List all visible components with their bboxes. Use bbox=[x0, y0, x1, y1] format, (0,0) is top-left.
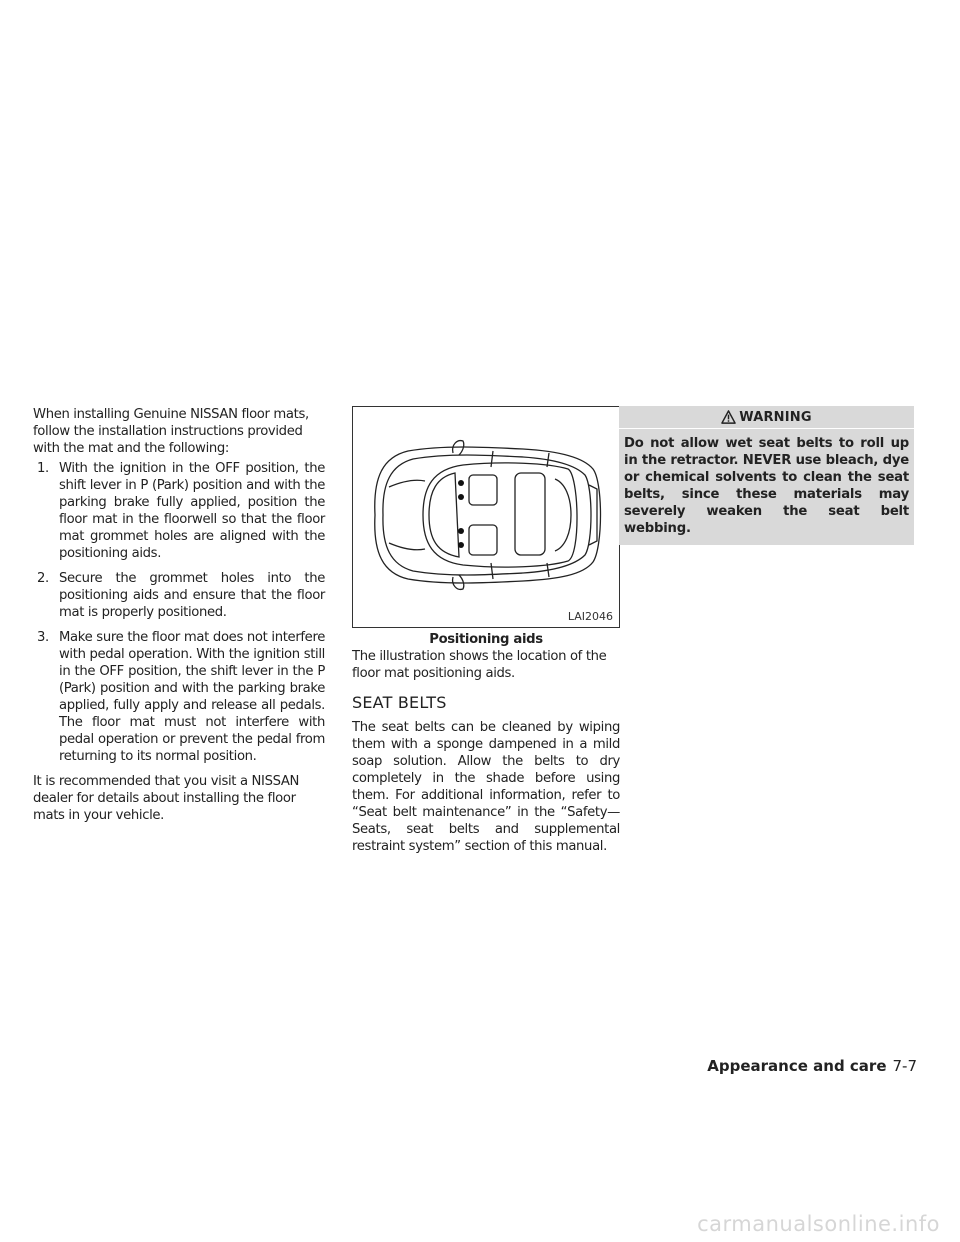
page-number: 7-7 bbox=[892, 1057, 917, 1075]
list-item bbox=[33, 570, 325, 621]
car-top-view-icon bbox=[353, 407, 619, 627]
step-number: 3. bbox=[37, 630, 49, 645]
warning-header bbox=[619, 406, 914, 429]
list-item bbox=[33, 460, 325, 562]
watermark: carmanualsonline.info bbox=[697, 1212, 940, 1236]
warning-title: WARNING bbox=[739, 409, 812, 425]
intro-paragraph: When installing Genuine NISSAN floor mats, follow the installation instructions provided with the mat and the following: bbox=[33, 407, 309, 456]
step-text: With the ignition in the OFF position, the shift lever in P (Park) position and with the parking brake fully applied, position the floor mat in the floorwell so that the floor mat grommet holes are aligned with the positioning aids. bbox=[59, 461, 325, 561]
right-column bbox=[619, 406, 914, 545]
list-item bbox=[33, 629, 325, 765]
warning-box bbox=[619, 406, 914, 545]
warning-triangle-icon bbox=[721, 410, 736, 424]
step-text: Secure the grommet holes into the positioning aids and ensure that the floor mat is properly positioned. bbox=[59, 571, 325, 620]
step-number: 1. bbox=[37, 461, 49, 476]
closing-paragraph: It is recommended that you visit a NISSAN dealer for details about installing the floor mats in your vehicle. bbox=[33, 774, 300, 823]
footer-section-name: Appearance and care bbox=[707, 1057, 887, 1075]
left-column bbox=[33, 406, 325, 831]
figure-code: LAI2046 bbox=[567, 610, 613, 623]
section-heading: SEAT BELTS bbox=[352, 693, 447, 712]
page-footer bbox=[707, 1057, 917, 1075]
step-number: 2. bbox=[37, 571, 49, 586]
warning-text: Do not allow wet seat belts to roll up in the retractor. NEVER use bleach, dye or chemical solvents to clean the seat belts, since these materials may severely weaken the seat belt webbing. bbox=[624, 436, 909, 536]
seat-belts-paragraph: The seat belts can be cleaned by wiping them with a sponge dampened in a mild soap solution. Allow the belts to dry completely in the shade before using them. For additional information, refer to “Seat belt maintenance” in the “Safety—Seats, seat belts and supplemental restraint system” section of this manual. bbox=[352, 720, 620, 854]
figure-caption: Positioning aids bbox=[429, 632, 543, 647]
middle-column bbox=[352, 406, 622, 862]
figure-description: The illustration shows the location of the floor mat positioning aids. bbox=[352, 649, 607, 681]
installation-steps bbox=[33, 460, 325, 765]
vehicle-illustration bbox=[352, 406, 620, 628]
step-text: Make sure the floor mat does not interfere with pedal operation. With the ignition still in the OFF position, the shift lever in the P (Park) position and with the parking brake applied, fully apply and release all pedals. The floor mat must not interfere with pedal operation or prevent the pedal from returning to its normal position. bbox=[59, 630, 325, 764]
